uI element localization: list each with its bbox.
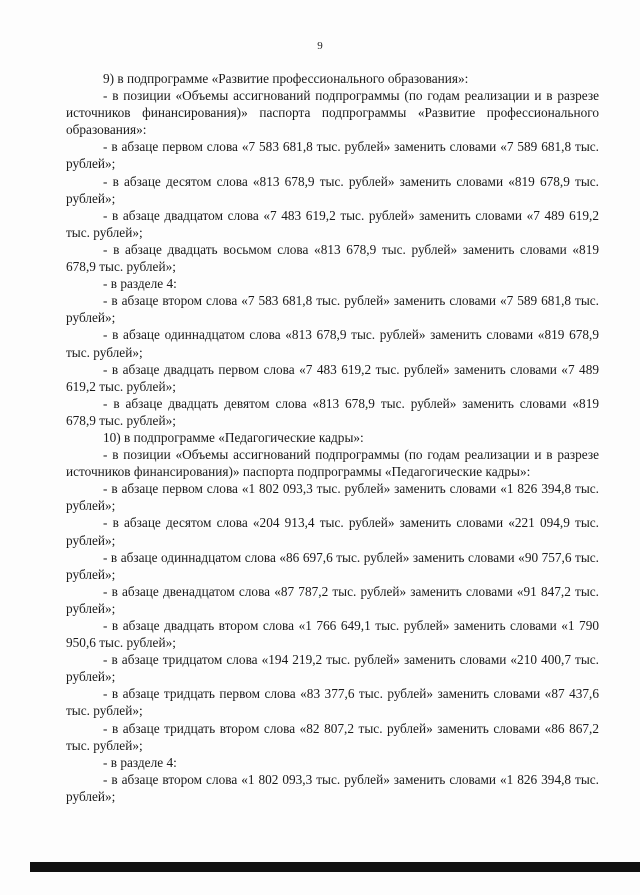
document-body <box>66 70 599 805</box>
paragraph: - в абзаце втором слова «1 802 093,3 тыс. рублей» заменить словами «1 826 394,8 тыс. рублей»; <box>66 771 599 804</box>
paragraph: 9) в подпрограмме «Развитие профессионального образования»: <box>103 71 469 86</box>
paragraph: - в разделе 4: <box>103 754 177 770</box>
paragraph: - в абзаце десятом слова «813 678,9 тыс. рублей» заменить словами «819 678,9 тыс. рублей»; <box>66 173 599 206</box>
paragraph: - в абзаце десятом слова «204 913,4 тыс. рублей» заменить словами «221 094,9 тыс. рублей»; <box>66 515 599 548</box>
paragraph: - в абзаце тридцатом слова «194 219,2 тыс. рублей» заменить словами «210 400,7 тыс. рублей»; <box>66 652 599 685</box>
paragraph: - в абзаце двадцать девятом слова «813 678,9 тыс. рублей» заменить словами «819 678,9 тыс. рублей»; <box>66 395 599 428</box>
paragraph: - в абзаце одиннадцатом слова «813 678,9 тыс. рублей» заменить словами «819 678,9 тыс. рублей»; <box>66 327 599 360</box>
paragraph: - в абзаце втором слова «7 583 681,8 тыс. рублей» заменить словами «7 589 681,8 тыс. рублей»; <box>66 293 599 326</box>
paragraph: - в абзаце первом слова «7 583 681,8 тыс. рублей» заменить словами «7 589 681,8 тыс. рублей»; <box>66 139 599 172</box>
paragraph: - в абзаце тридцать первом слова «83 377,6 тыс. рублей» заменить словами «87 437,6 тыс. рублей»; <box>66 686 599 719</box>
paragraph: - в абзаце тридцать втором слова «82 807,2 тыс. рублей» заменить словами «86 867,2 тыс. рублей»; <box>66 720 599 753</box>
paragraph: - в позиции «Объемы ассигнований подпрограммы (по годам реализации и в разрезе источников финансирования)» паспорта подпрограммы «Развитие профессионального образования»: <box>66 88 599 138</box>
paragraph: - в абзаце двадцать втором слова «1 766 649,1 тыс. рублей» заменить словами «1 790 950,6 тыс. рублей»; <box>66 618 599 651</box>
paragraph: - в позиции «Объемы ассигнований подпрограммы (по годам реализации и в разрезе источников финансирования)» паспорта подпрограммы «Педагогические кадры»: <box>66 447 599 480</box>
paragraph: - в абзаце двадцать восьмом слова «813 678,9 тыс. рублей» заменить словами «819 678,9 тыс. рублей»; <box>66 241 599 275</box>
paragraph: 10) в подпрограмме «Педагогические кадры»: <box>103 429 364 445</box>
paragraph: - в абзаце двадцатом слова «7 483 619,2 тыс. рублей» заменить словами «7 489 619,2 тыс. рублей»; <box>66 207 599 240</box>
paragraph: - в абзаце одиннадцатом слова «86 697,6 тыс. рублей» заменить словами «90 757,6 тыс. рублей»; <box>66 549 599 582</box>
paragraph: - в абзаце двадцать первом слова «7 483 619,2 тыс. рублей» заменить словами «7 489 619,2 тыс. рублей»; <box>66 361 599 394</box>
page-number: 9 <box>317 40 323 52</box>
paragraph: - в абзаце двенадцатом слова «87 787,2 тыс. рублей» заменить словами «91 847,2 тыс. рублей»; <box>66 583 599 616</box>
paragraph: - в абзаце первом слова «1 802 093,3 тыс. рублей» заменить словами «1 826 394,8 тыс. рублей»; <box>66 481 599 514</box>
paragraph: - в разделе 4: <box>103 276 177 292</box>
scan-edge-bar <box>30 862 640 872</box>
